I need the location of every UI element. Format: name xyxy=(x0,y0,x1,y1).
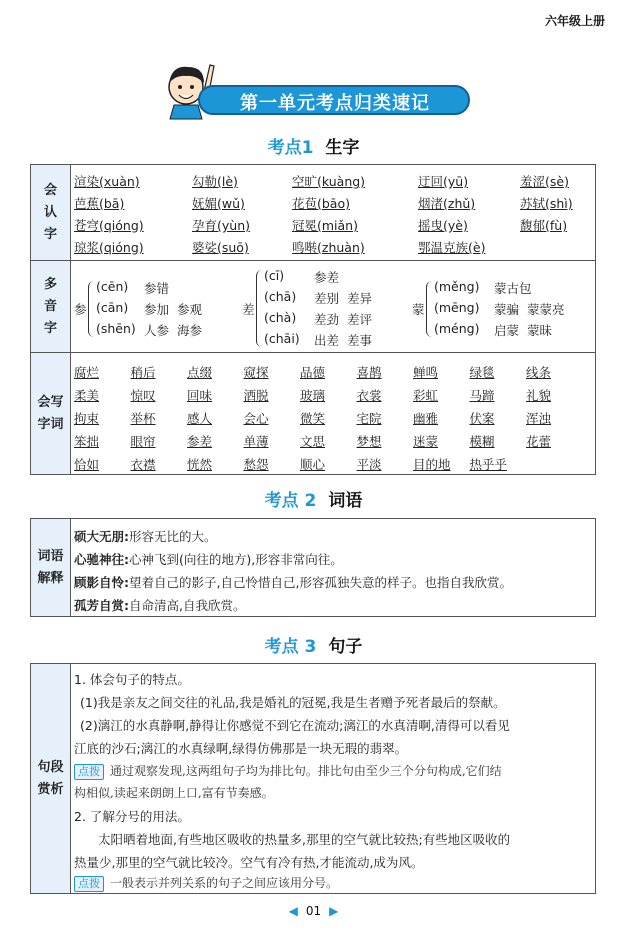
section-key: 考点 2 xyxy=(264,491,317,511)
juzi-sentence-1: (1)我是亲友之间交往的礼品,我是婚礼的冠冕,我是生者赠予死者最后的祭献。 xyxy=(80,695,506,710)
next-page-icon[interactable]: ▶ xyxy=(329,904,339,918)
duoyin-words: 蒙骗 蒙蒙亮 xyxy=(494,302,565,317)
juzi-sentence-2a: (2)漓江的水真静啊,静得让你感觉不到它在流动;漓江的水真清啊,清得可以看见 xyxy=(80,718,510,733)
huirenzi-item: 苍穹(qióng) xyxy=(74,218,144,233)
ciyu-word: 心驰神往: xyxy=(74,552,129,567)
huirenzi-item: 摇曳(yè) xyxy=(418,218,468,233)
huixie-word: 点缀 xyxy=(187,365,213,380)
huixie-word: 会心 xyxy=(243,411,269,426)
brace-icon xyxy=(88,281,94,337)
huirenzi-item: 勾勒(lè) xyxy=(192,174,238,189)
note-text: 一般表示并列关系的句子之间应该用分号。 xyxy=(110,876,339,890)
huixie-word: 目的地 xyxy=(413,457,451,472)
ciyu-def: 望着自己的影子,自己怜惜自己,形容孤独失意的样子。也指自我欣赏。 xyxy=(129,575,512,590)
duoyin-char: 蒙 xyxy=(412,302,425,317)
section-title-3 xyxy=(0,632,627,657)
juzi-para-2b: 热量少,那里的空气就比较冷。空气有冷有热,才能流动,成为风。 xyxy=(74,855,424,870)
juzi-item-1: 1. 体会句子的特点。 xyxy=(74,672,190,687)
huixie-word: 伏案 xyxy=(469,411,495,426)
huirenzi-item: 鸣啭(zhuàn) xyxy=(292,240,365,255)
huixie-word: 花蕾 xyxy=(526,434,552,449)
huixie-word: 拘束 xyxy=(74,411,100,426)
duoyin-pinyin: (cēn) xyxy=(96,279,129,294)
huixie-word: 衣裳 xyxy=(356,388,382,403)
huirenzi-item: 迂回(yū) xyxy=(418,174,469,189)
huixie-word: 笨拙 xyxy=(74,434,100,449)
huixie-word: 模糊 xyxy=(469,434,495,449)
section-name: 词语 xyxy=(328,491,363,511)
huixie-word: 文思 xyxy=(300,434,326,449)
section-key: 考点1 xyxy=(267,138,314,158)
section-title-1 xyxy=(0,133,627,158)
huixie-word: 洒脱 xyxy=(243,388,269,403)
huixie-word: 眼帘 xyxy=(130,434,156,449)
huirenzi-item: 花苞(bāo) xyxy=(292,196,350,211)
ciyu-item xyxy=(74,527,217,545)
huirenzi-item: 苏轼(shì) xyxy=(520,196,573,211)
huixie-word: 腐烂 xyxy=(74,365,100,380)
ciyu-item xyxy=(74,596,245,614)
huixie-word: 窥探 xyxy=(243,365,269,380)
duoyinzi-label: 多音字 xyxy=(31,261,71,353)
huixie-word: 柔美 xyxy=(74,388,100,403)
huixie-word: 单薄 xyxy=(243,434,269,449)
juzi-para-2a: 太阳晒着地面,有些地区吸收的热量多,那里的空气就比较热;有些地区吸收的 xyxy=(98,832,511,847)
huixie-word: 举杯 xyxy=(130,411,156,426)
duoyin-pinyin: (cī) xyxy=(264,268,285,283)
ciyu-word: 孤芳自赏: xyxy=(74,598,129,613)
brace-icon xyxy=(426,281,432,337)
duoyin-words: 启蒙 蒙昧 xyxy=(494,323,552,338)
duoyin-words: 出差 差事 xyxy=(314,333,372,348)
ciyu-def: 形容无比的大。 xyxy=(129,529,217,544)
huirenzi-item: 婆娑(suō) xyxy=(192,240,249,255)
huirenzi-item: 芭蕉(bā) xyxy=(74,196,125,211)
dianbo-tag: 点拨 xyxy=(74,764,104,780)
huirenzi-item: 空旷(kuàng) xyxy=(292,174,366,189)
huixie-word: 平淡 xyxy=(356,457,382,472)
ciyu-word: 硕大无朋: xyxy=(74,529,129,544)
huixie-word: 参差 xyxy=(187,434,213,449)
ciyu-word: 顾影自怜: xyxy=(74,575,129,590)
brace-icon xyxy=(256,270,262,347)
duoyin-char: 差 xyxy=(242,301,255,317)
ciyu-item xyxy=(74,573,512,591)
duoyin-pinyin: (cān) xyxy=(96,300,129,315)
unit-banner xyxy=(148,83,470,117)
banner-title: 第一单元考点归类速记 xyxy=(240,93,430,114)
huirenzi-item: 馥郁(fù) xyxy=(520,218,568,233)
duoyin-words: 差劲 差评 xyxy=(314,312,372,327)
huixie-label: 会写字词 xyxy=(31,353,71,475)
section-key: 考点 3 xyxy=(264,637,317,657)
huixie-word: 微笑 xyxy=(300,411,326,426)
huixie-word: 顺心 xyxy=(300,457,326,472)
note-text: 通过观察发现,这两组句子均为排比句。排比句由至少三个分句构成,它们结 xyxy=(110,764,502,778)
huixie-word: 玻璃 xyxy=(300,388,326,403)
huixie-word: 线条 xyxy=(526,365,552,380)
juzi-note-2 xyxy=(74,874,338,892)
page-number xyxy=(0,904,627,918)
duoyin-pinyin: (chā) xyxy=(264,289,297,304)
ciyu-def: 自命清高,自我欣赏。 xyxy=(129,598,246,613)
juzi-note-1b: 构相似,读起来朗朗上口,富有节奏感。 xyxy=(74,786,274,800)
duoyin-pinyin: (chāi) xyxy=(264,331,300,346)
duoyin-pinyin: (chà) xyxy=(264,310,297,325)
duoyin-pinyin: (shēn) xyxy=(96,321,136,336)
huirenzi-item: 鄂温克族(è) xyxy=(418,240,486,255)
huixie-word: 恍然 xyxy=(187,457,213,472)
duoyin-words: 参加 参观 xyxy=(144,302,202,317)
duoyin-pinyin: (mēng) xyxy=(434,300,480,315)
duoyin-words: 差别 差异 xyxy=(314,291,372,306)
ciyu-label: 词语解释 xyxy=(31,519,71,617)
huixie-word: 迷蒙 xyxy=(413,434,439,449)
duoyin-words: 参差 xyxy=(314,270,340,285)
huixie-word: 衣襟 xyxy=(130,457,156,472)
duoyin-words: 参错 xyxy=(144,281,170,296)
prev-page-icon[interactable]: ◀ xyxy=(288,904,298,918)
huixie-word: 绿毯 xyxy=(469,365,495,380)
huirenzi-item: 羞涩(sè) xyxy=(520,174,569,189)
huixie-word: 梦想 xyxy=(356,434,382,449)
juzi-item-2: 2. 了解分号的用法。 xyxy=(74,809,190,824)
huixie-word: 蝉鸣 xyxy=(413,365,439,380)
duoyin-pinyin: (měng) xyxy=(434,279,480,294)
huixie-word: 稍后 xyxy=(130,365,156,380)
huirenzi-item: 冠冕(miǎn) xyxy=(292,218,358,233)
juzi-note-1 xyxy=(74,762,502,780)
huixie-word: 热乎乎 xyxy=(469,457,508,472)
huixie-word: 宅院 xyxy=(356,411,382,426)
huixie-word: 礼貌 xyxy=(526,388,552,403)
huixie-word: 品德 xyxy=(300,365,326,380)
huixie-word: 惊叹 xyxy=(130,388,156,403)
huirenzi-item: 渲染(xuàn) xyxy=(74,174,140,189)
duoyin-words: 人参 海参 xyxy=(144,323,202,338)
huirenzi-label: 会认字 xyxy=(31,165,71,261)
ciyu-def: 心神飞到(向往的地方),形容非常向往。 xyxy=(129,552,343,567)
huixie-word: 恰如 xyxy=(74,457,100,472)
duoyin-words: 蒙古包 xyxy=(494,281,532,296)
page-number-value: 01 xyxy=(305,904,322,918)
huixie-word: 幽雅 xyxy=(413,411,439,426)
huirenzi-item: 孕育(yùn) xyxy=(192,218,250,233)
juzi-label: 句段赏析 xyxy=(31,664,71,894)
dianbo-tag: 点拨 xyxy=(74,876,104,892)
section-name: 句子 xyxy=(328,637,363,657)
huixie-word: 回味 xyxy=(187,388,213,403)
huixie-word: 喜鹊 xyxy=(356,365,382,380)
huixie-word: 感人 xyxy=(187,411,213,426)
duoyin-char: 参 xyxy=(74,302,87,317)
section-title-2 xyxy=(0,486,627,511)
huixie-word: 浑浊 xyxy=(526,411,552,426)
huixie-word: 愁怨 xyxy=(243,457,269,472)
juzi-sentence-2b: 江底的沙石;漓江的水真绿啊,绿得仿佛那是一块无瑕的翡翠。 xyxy=(74,741,408,756)
grade-label: 六年级上册 xyxy=(544,14,605,28)
duoyin-pinyin: (méng) xyxy=(434,321,480,336)
huixie-word: 彩虹 xyxy=(413,388,439,403)
ciyu-item xyxy=(74,550,343,568)
huixie-word: 马蹄 xyxy=(469,388,495,403)
huirenzi-item: 琼浆(qióng) xyxy=(74,240,144,255)
huirenzi-item: 妩媚(wǔ) xyxy=(192,196,245,211)
section-name: 生字 xyxy=(325,138,360,158)
huirenzi-item: 烟渚(zhǔ) xyxy=(418,196,476,211)
